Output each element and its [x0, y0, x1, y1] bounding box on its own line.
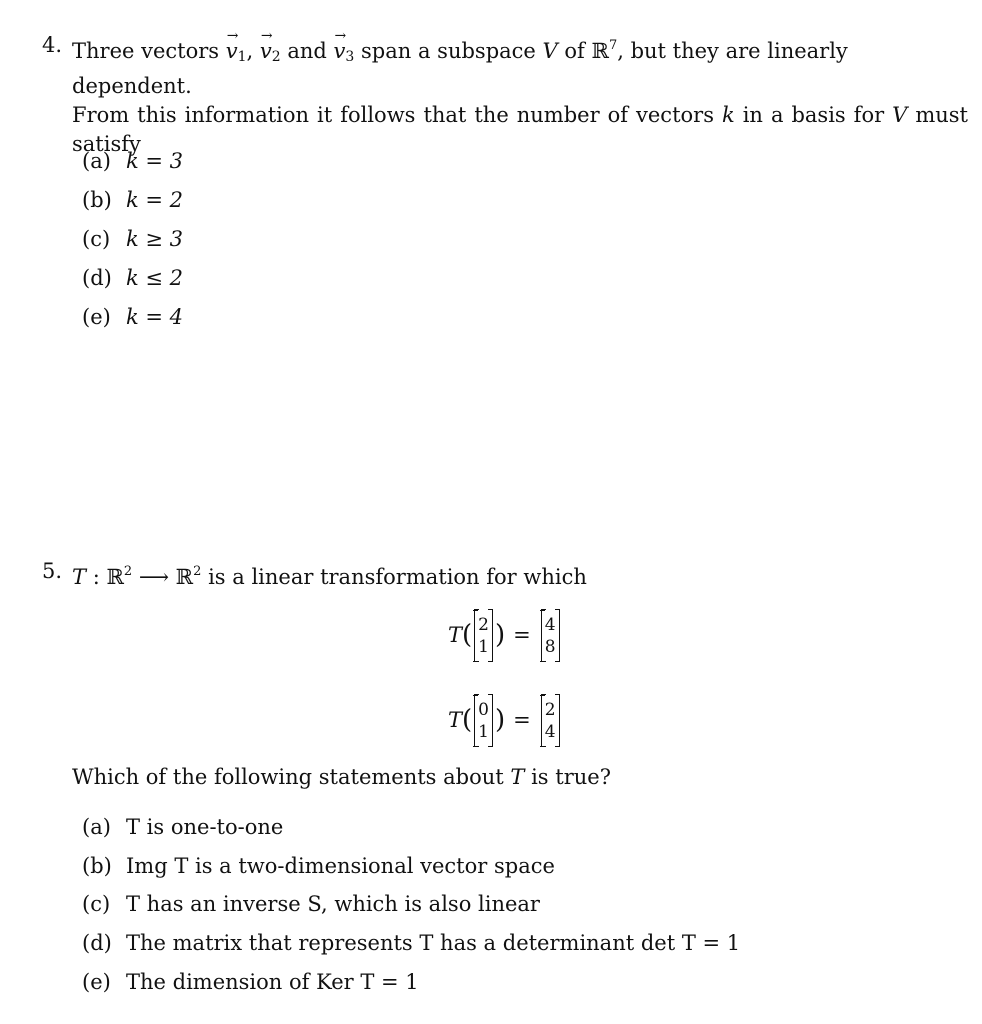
q5-option-c: (c) T has an inverse S, which is also linear [82, 892, 540, 916]
q5-question: Which of the following statements about T is true? [72, 765, 611, 789]
q4-line-1: Three vectors → $v_1$, → $v_2$ and → $v_3$ span a subspace V of ℝ$^7$, but they are linearly dependent. [72, 28, 848, 98]
question-number: 4. [42, 33, 63, 57]
question-number: 5. [42, 559, 63, 583]
q4-option-e: (e) k = 4 [82, 305, 184, 329]
q5-option-a: (a) T is one-to-one [82, 815, 284, 839]
output-vector-2: 2 4 [539, 694, 562, 747]
q5-intro: T : ℝ$^2$ ⟶ ℝ$^2$ is a linear transformation for which [72, 564, 587, 589]
q5-option-e: (e) The dimension of Ker T = 1 [82, 970, 419, 994]
question-4-text [72, 28, 968, 159]
q4-option-c: (c) k ≥ 3 [82, 227, 184, 251]
vector-v2: → v [259, 28, 273, 63]
q4-option-d: (d) k ≤ 2 [82, 266, 184, 290]
q5-option-d: (d) The matrix that represents T has a determinant det T = 1 [82, 931, 741, 955]
input-vector-2: 0 1 [472, 694, 495, 747]
q4-option-a: (a) k = 3 [82, 149, 184, 173]
q4-line-3: satisfy [72, 132, 141, 156]
q4-option-b: (b) k = 2 [82, 188, 184, 212]
input-vector-1: 2 1 [472, 609, 495, 662]
equation-1: T ( 2 1 ) = 4 8 [448, 607, 562, 663]
q5-option-b: (b) Img T is a two-dimensional vector space [82, 854, 555, 878]
vector-v1: → v [225, 28, 239, 63]
output-vector-1: 4 8 [539, 609, 562, 662]
vector-v3: → v [333, 28, 347, 63]
q4-line-2: From this information it follows that the number of vectors k in a basis for V must [72, 103, 968, 127]
equation-2: T ( 0 1 ) = 2 4 [448, 692, 562, 748]
